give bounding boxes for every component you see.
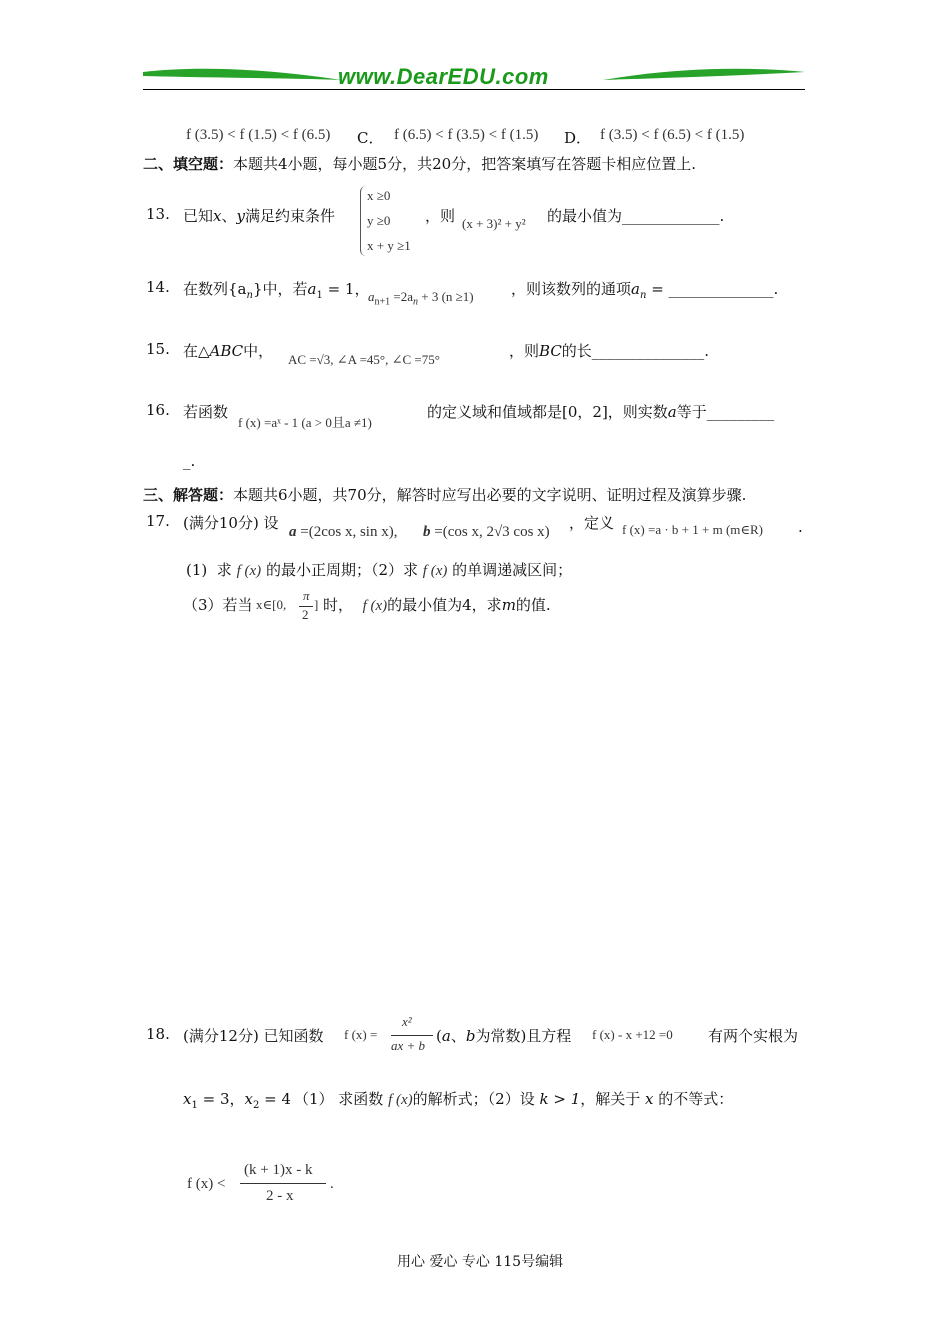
- q14-number: 14.: [146, 278, 170, 296]
- q17-part3-label: （3）若当: [183, 596, 253, 614]
- option-b-expr: f (3.5) < f (1.5) < f (6.5): [186, 127, 331, 143]
- q17-part3-close: ]: [314, 597, 319, 612]
- q15-answer: ，则BC的长_______________.: [509, 342, 710, 360]
- q17-end: .: [798, 518, 803, 536]
- q15-number: 15.: [146, 340, 170, 358]
- q16-blank-continuation: _.: [183, 452, 196, 470]
- q18-roots: $x_1 = 3$，$x_2 = 4$: [183, 1090, 291, 1111]
- q17-part3-text: 时， f (x)的最小值为4，求m的值.: [323, 596, 551, 614]
- constraint-3: x + y ≥1: [367, 238, 411, 253]
- q16-function: f (x) =aˣ - 1 (a > 0且a ≠1): [238, 415, 372, 430]
- q15-conditions: AC =√3, ∠A =45°, ∠C =75°: [288, 352, 440, 367]
- q13-expression: (x + 3)² + y²: [462, 216, 526, 231]
- q18-f-denominator: ax + b: [391, 1038, 426, 1053]
- q17-head: (满分10分) 设: [183, 514, 279, 532]
- constraint-2: y ≥0: [367, 213, 391, 228]
- q17-part3-domain: x∈[0,: [256, 597, 287, 612]
- q17-part3-two: 2: [302, 607, 309, 622]
- option-d-label: D．: [564, 129, 592, 147]
- constraint-1: x ≥0: [367, 188, 391, 203]
- q13-number: 13.: [146, 205, 170, 223]
- q17-f-definition: f (x) =a · b + 1 + m (m∈R): [622, 522, 764, 537]
- q16-text: 若函数: [183, 403, 229, 421]
- option-c-label: C．: [357, 129, 384, 147]
- q17-vector-b: b =(cos x, 2√3 cos x): [423, 524, 550, 540]
- q17-part3-pi: π: [303, 588, 310, 603]
- q16-number: 16.: [146, 401, 170, 419]
- q18-part1-2: （1） 求函数 f (x)的解析式；（2）设 k > 1，解关于 x 的不等式：: [294, 1090, 734, 1108]
- q17-part1-2: (1) 求 f (x) 的最小正周期；（2）求 f (x) 的单调递减区间；: [186, 561, 573, 579]
- q18-roots-text: 有两个实根为: [708, 1027, 799, 1045]
- q18-inequality-end: .: [330, 1176, 334, 1192]
- q14-recurrence: $a_{n+1} =2a_n + 3$ (n ≥1): [368, 289, 474, 308]
- q18-fraction-bar: [391, 1035, 433, 1036]
- q18-head: (满分12分) 已知函数: [183, 1027, 324, 1045]
- q18-f-lhs: f (x) =: [344, 1027, 378, 1042]
- q18-equation: f (x) - x +12 =0: [592, 1027, 673, 1042]
- option-c-expr: f (6.5) < f (3.5) < f (1.5): [394, 127, 539, 143]
- q14-answer: ，则该数列的通项$a_n$ = ______________.: [511, 280, 779, 301]
- header-swoosh-left: [143, 66, 343, 88]
- q17-vector-a: a =(2cos x, sin x),: [289, 524, 398, 540]
- page-footer: 用心 爱心 专心 115号编辑: [397, 1254, 564, 1270]
- q13-text: 已知x、y满足约束条件: [183, 207, 335, 225]
- section3-heading: 三、解答题：本题共6小题，共70分，解答时应写出必要的文字说明、证明过程及演算步骤.: [143, 486, 747, 504]
- q18-inequality-lhs: f (x) <: [187, 1176, 226, 1192]
- q17-number: 17.: [146, 512, 170, 530]
- q13-answer: 的最小值为_____________.: [547, 207, 725, 225]
- q13-then: ，则: [425, 207, 456, 225]
- q17-define: ，定义: [569, 514, 615, 532]
- q18-inequality-numerator: (k + 1)x - k: [244, 1162, 313, 1178]
- option-d-expr: f (3.5) < f (6.5) < f (1.5): [600, 127, 745, 143]
- header-swoosh-right: [603, 66, 805, 88]
- q18-inequality-bar: [240, 1183, 326, 1184]
- q15-text: 在△ABC中，: [183, 342, 274, 360]
- section2-heading: 二、填空题：本题共4小题，每小题5分，共20分，把答案填写在答题卡相应位置上.: [143, 155, 696, 173]
- q16-answer: 的定义域和值域都是[0，2]，则实数a等于_________: [427, 403, 775, 421]
- q18-inequality-denominator: 2 - x: [266, 1188, 294, 1204]
- q18-f-numerator: x²: [402, 1014, 412, 1029]
- header-rule: [143, 89, 805, 90]
- q18-number: 18.: [146, 1025, 170, 1043]
- q18-constants: (a、b为常数)且方程: [436, 1027, 572, 1045]
- q14-text: 在数列$\{a_n\}$中，若$a_1 = 1$，: [183, 280, 370, 301]
- site-logo: www.DearEDU.com: [338, 64, 549, 89]
